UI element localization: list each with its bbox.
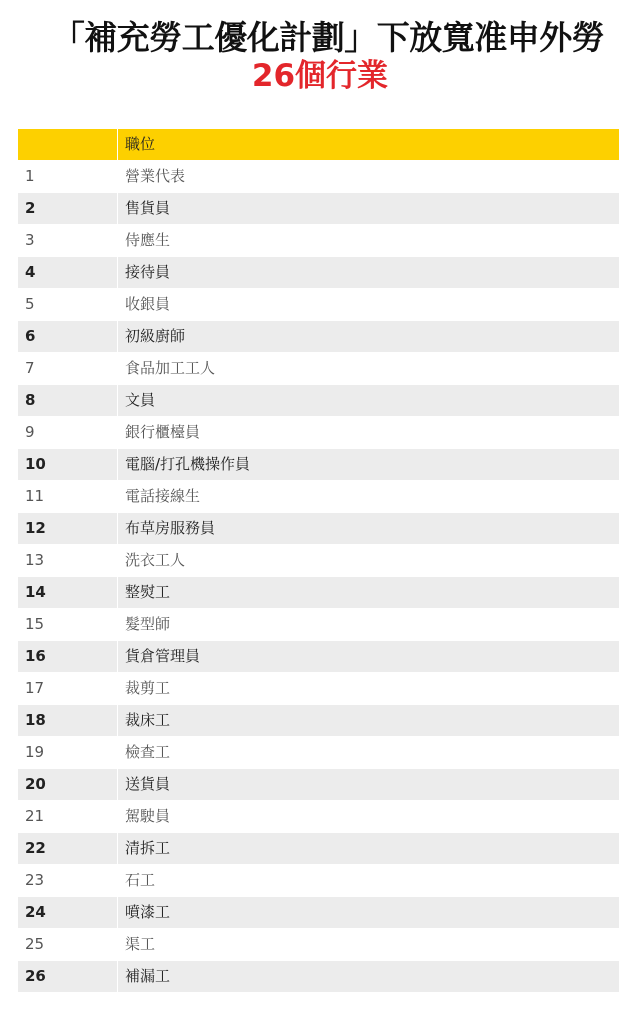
- row-job-title: 初級廚師: [125, 327, 186, 345]
- row-job-title: 電腦/打孔機操作員: [125, 455, 251, 473]
- occupation-table: [18, 129, 619, 993]
- table-row: [18, 385, 619, 417]
- table-row: [18, 897, 619, 929]
- row-number: 13: [18, 545, 118, 576]
- row-number: 5: [18, 289, 118, 320]
- row-number: 19: [18, 737, 118, 768]
- table-row: [18, 193, 619, 225]
- row-number: 24: [18, 897, 118, 928]
- table-row: [18, 289, 619, 321]
- row-number: 7: [18, 353, 118, 384]
- row-job-title: 髮型師: [125, 615, 171, 633]
- table-header: [18, 129, 619, 161]
- row-number: 2: [18, 193, 118, 224]
- row-number: 12: [18, 513, 118, 544]
- table-row: [18, 225, 619, 257]
- header-number-cell: [18, 129, 118, 160]
- row-job-title: 清拆工: [125, 839, 171, 857]
- row-number: 1: [18, 161, 118, 192]
- page-title: 「補充勞工優化計劃」下放寬准申外勞: [51, 18, 605, 57]
- row-number: 22: [18, 833, 118, 864]
- table-row: [18, 833, 619, 865]
- table-row: [18, 353, 619, 385]
- row-number: 10: [18, 449, 118, 480]
- row-job-title: 整熨工: [125, 583, 171, 601]
- row-job-title: 侍應生: [125, 231, 171, 249]
- row-job-title: 營業代表: [125, 167, 186, 185]
- table-row: [18, 481, 619, 513]
- row-number: 15: [18, 609, 118, 640]
- table-row: [18, 609, 619, 641]
- row-job-title: 補漏工: [125, 967, 171, 985]
- row-number: 9: [18, 417, 118, 448]
- row-number: 6: [18, 321, 118, 352]
- table-row: [18, 417, 619, 449]
- table-row: [18, 801, 619, 833]
- row-job-title: 送貨員: [125, 775, 171, 793]
- table-row: [18, 673, 619, 705]
- table-row: [18, 545, 619, 577]
- row-number: 14: [18, 577, 118, 608]
- table-row: [18, 161, 619, 193]
- row-job-title: 銀行櫃檯員: [125, 423, 201, 441]
- row-number: 25: [18, 929, 118, 960]
- row-job-title: 檢查工: [125, 743, 171, 761]
- table-row: [18, 865, 619, 897]
- row-number: 11: [18, 481, 118, 512]
- row-job-title: 貨倉管理員: [125, 647, 201, 665]
- row-job-title: 電話接線生: [125, 487, 201, 505]
- row-job-title: 收銀員: [125, 295, 171, 313]
- row-job-title: 接待員: [125, 263, 171, 281]
- header-job-cell: 職位: [125, 135, 156, 153]
- row-job-title: 售貨員: [125, 199, 171, 217]
- row-job-title: 駕駛員: [125, 807, 171, 825]
- row-number: 18: [18, 705, 118, 736]
- row-job-title: 裁床工: [125, 711, 171, 729]
- table-row: [18, 513, 619, 545]
- row-job-title: 噴漆工: [125, 903, 171, 921]
- table-row: [18, 449, 619, 481]
- row-job-title: 文員: [125, 391, 156, 409]
- row-job-title: 渠工: [125, 935, 156, 953]
- row-number: 21: [18, 801, 118, 832]
- table-row: [18, 929, 619, 961]
- table-body: [18, 161, 619, 993]
- row-number: 17: [18, 673, 118, 704]
- title-block: [0, 18, 640, 94]
- row-number: 23: [18, 865, 118, 896]
- row-number: 3: [18, 225, 118, 256]
- row-job-title: 布草房服務員: [125, 519, 216, 537]
- row-number: 26: [18, 961, 118, 992]
- table-row: [18, 321, 619, 353]
- table-row: [18, 257, 619, 289]
- row-number: 16: [18, 641, 118, 672]
- table-row: [18, 737, 619, 769]
- page-subtitle: 26個行業: [251, 58, 389, 94]
- table-row: [18, 641, 619, 673]
- row-number: 4: [18, 257, 118, 288]
- row-job-title: 裁剪工: [125, 679, 171, 697]
- row-number: 20: [18, 769, 118, 800]
- table-row: [18, 769, 619, 801]
- row-job-title: 食品加工工人: [125, 359, 216, 377]
- row-number: 8: [18, 385, 118, 416]
- row-job-title: 石工: [125, 871, 156, 889]
- table-row: [18, 961, 619, 993]
- row-job-title: 洗衣工人: [125, 551, 186, 569]
- table-row: [18, 577, 619, 609]
- table-row: [18, 705, 619, 737]
